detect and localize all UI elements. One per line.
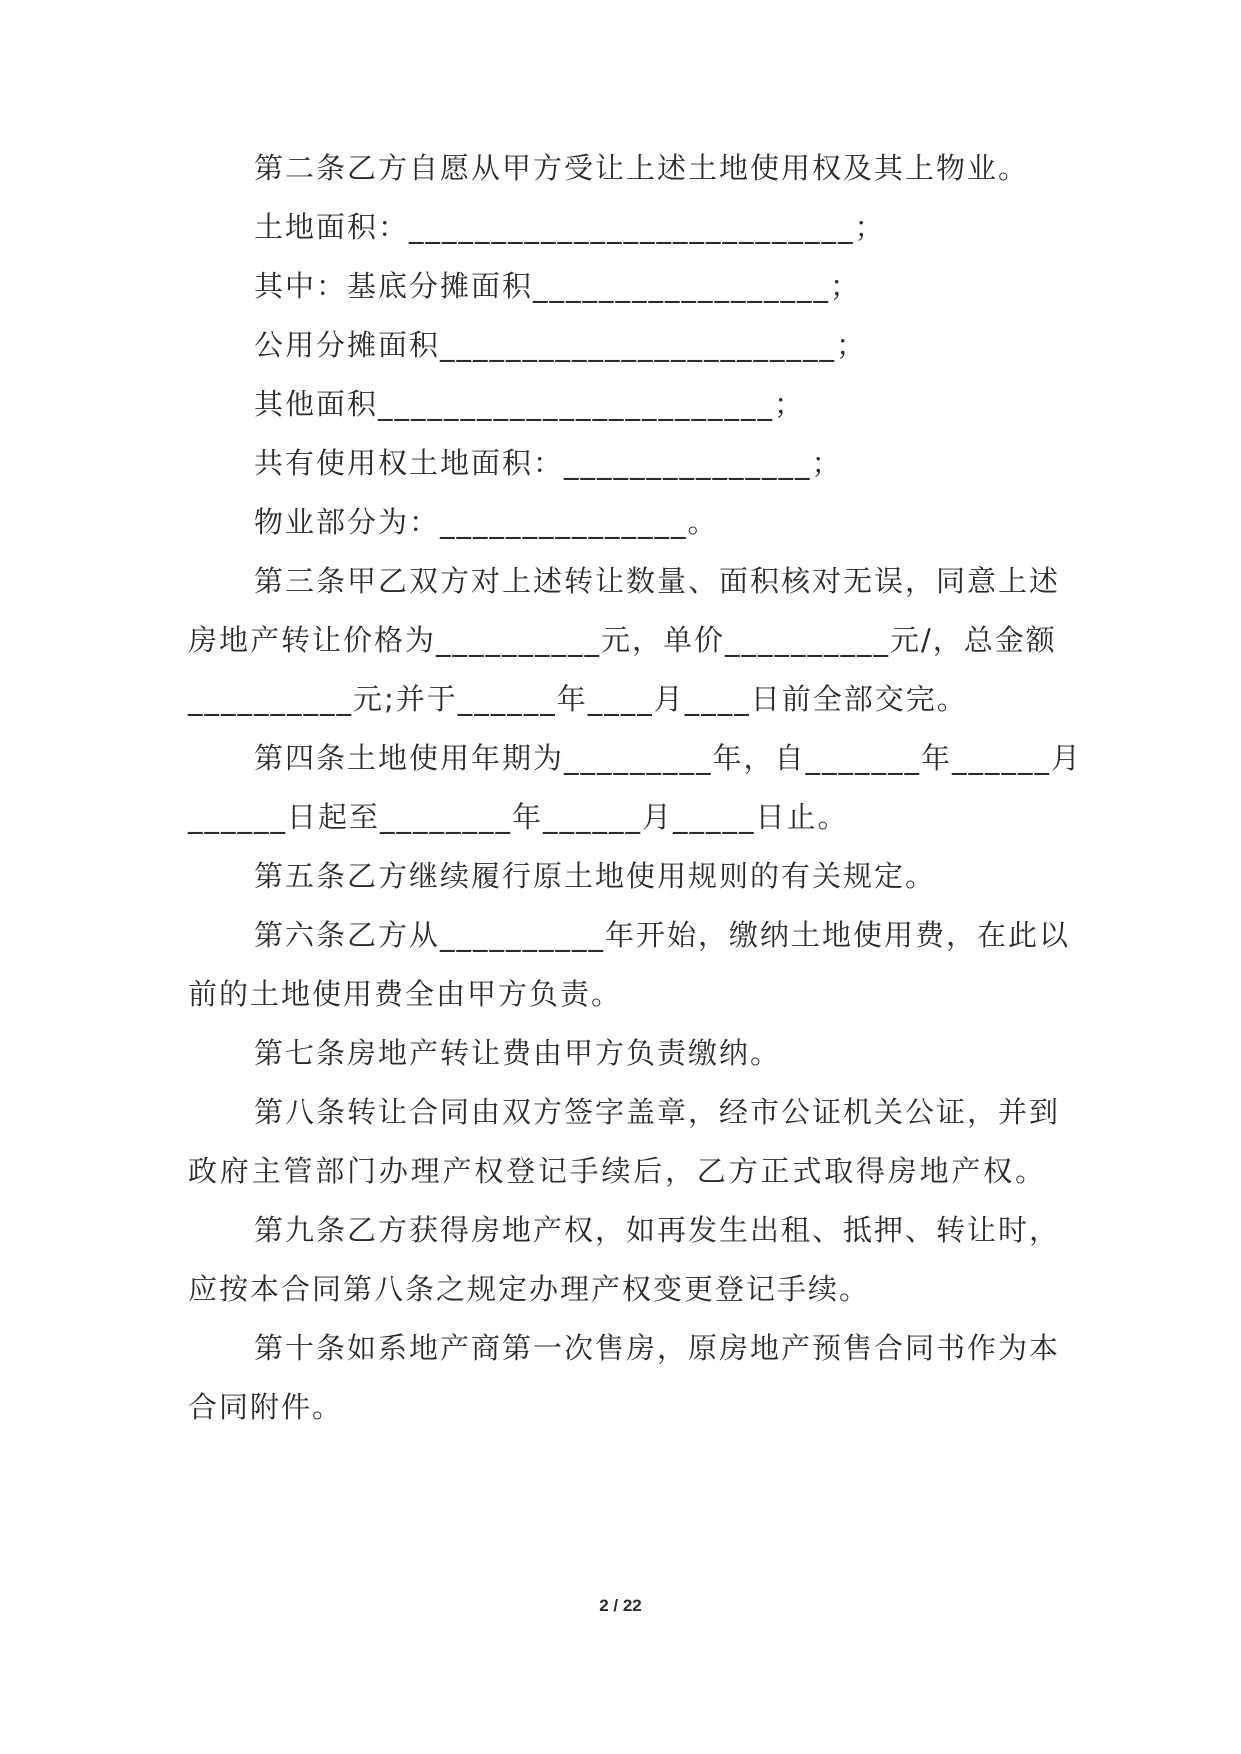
paragraph-article-10-line-2: 合同附件。 <box>188 1390 344 1424</box>
paragraph-article-8-line-2: 政府主管部门办理产权登记手续后，乙方正式取得房地产权。 <box>188 1154 1046 1188</box>
field-other-area: 其他面积________________________； <box>254 387 806 421</box>
paragraph-article-10-line-1: 第十条如系地产商第一次售房，原房地产预售合同书作为本 <box>254 1331 1061 1365</box>
paragraph-article-2: 第二条乙方自愿从甲方受让上述土地使用权及其上物业。 <box>254 151 1030 185</box>
paragraph-article-3-line-2: 房地产转让价格为__________元，单价__________元/，总金额 <box>188 623 1057 657</box>
paragraph-article-6-line-1: 第六条乙方从__________年开始，缴纳土地使用费，在此以 <box>254 918 1071 952</box>
paragraph-article-9-line-2: 应按本合同第八条之规定办理产权变更登记手续。 <box>188 1272 871 1306</box>
paragraph-article-8-line-1: 第八条转让合同由双方签字盖章，经市公证机关公证，并到 <box>254 1095 1061 1129</box>
paragraph-article-3-line-1: 第三条甲乙双方对上述转让数量、面积核对无误，同意上述 <box>254 564 1061 598</box>
field-shared-land-use-area: 共有使用权土地面积：_______________； <box>254 446 843 480</box>
paragraph-article-5: 第五条乙方继续履行原土地使用规则的有关规定。 <box>254 859 937 893</box>
field-public-shared-area: 公用分摊面积________________________； <box>254 328 868 362</box>
paragraph-article-6-line-2: 前的土地使用费全由甲方负责。 <box>188 977 623 1011</box>
paragraph-article-3-line-3: __________元;并于______年____月____日前全部交完。 <box>188 682 968 716</box>
paragraph-article-7: 第七条房地产转让费由甲方负责缴纳。 <box>254 1036 782 1070</box>
field-base-shared-area: 其中：基底分摊面积__________________； <box>254 269 862 303</box>
page-number: 2 / 22 <box>599 1596 642 1615</box>
paragraph-article-9-line-1: 第九条乙方获得房地产权，如再发生出租、抵押、转让时， <box>254 1213 1061 1247</box>
paragraph-article-4-line-1: 第四条土地使用年期为_________年，自_______年______月 <box>254 741 1083 775</box>
paragraph-article-4-line-2: ______日起至________年______月_____日止。 <box>188 800 849 834</box>
field-property-part: 物业部分为：_______________。 <box>254 505 719 539</box>
field-land-area: 土地面积：___________________________； <box>254 210 886 244</box>
